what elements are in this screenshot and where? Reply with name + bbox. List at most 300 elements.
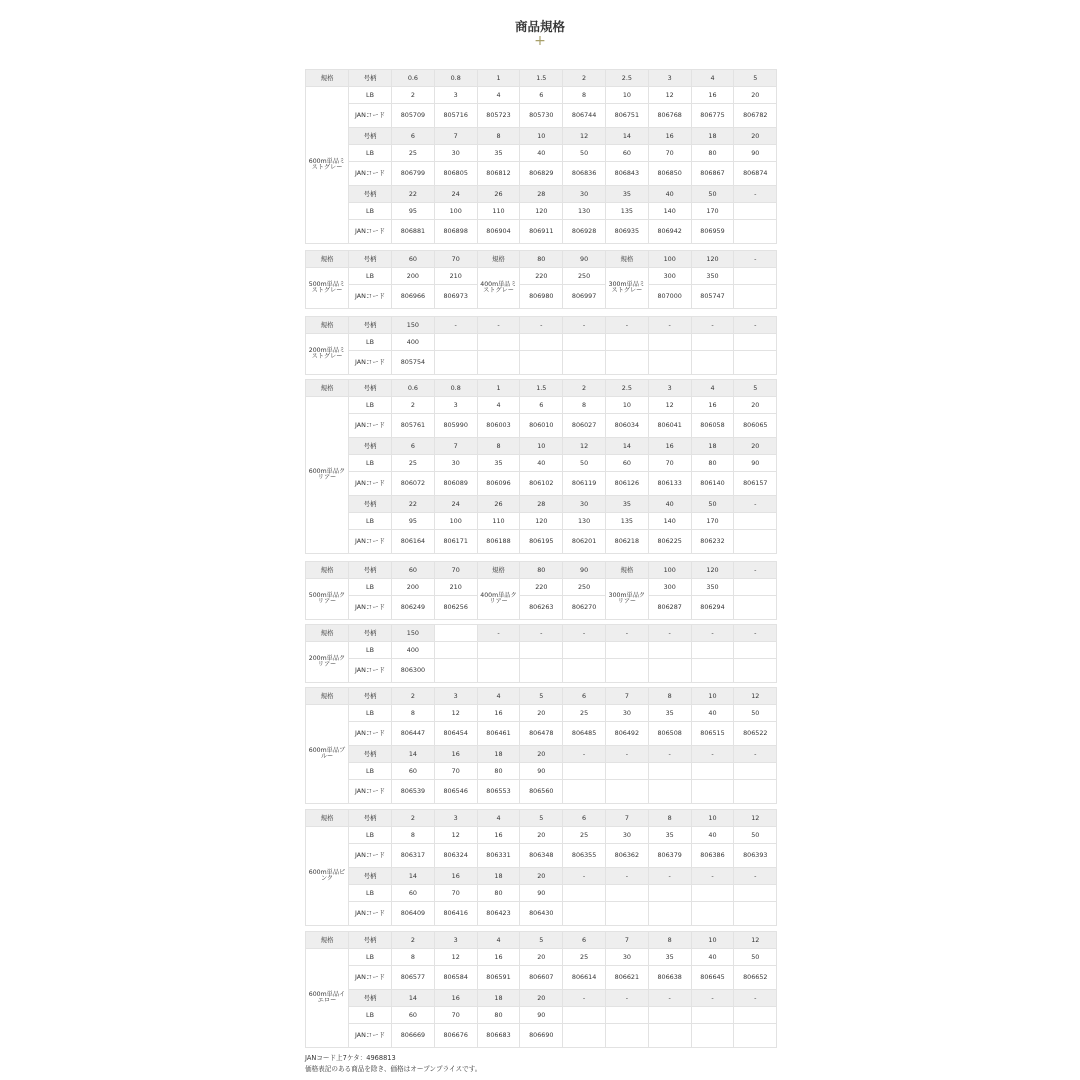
jan-cell (734, 659, 777, 683)
number-label: 号柄 (349, 70, 392, 87)
number-cell: 12 (734, 810, 777, 827)
jan-cell (605, 659, 648, 683)
lb-cell: 12 (434, 705, 477, 722)
jan-cell: 805730 (520, 104, 563, 128)
number-cell: 12 (734, 932, 777, 949)
table-row (306, 351, 777, 375)
lb-cell: 135 (605, 513, 648, 530)
number-cell: 6 (563, 688, 606, 705)
jan-cell: 806935 (605, 220, 648, 244)
lb-cell: 16 (477, 949, 520, 966)
section-label: 200m単品クリアー (306, 642, 349, 683)
table-row (306, 472, 777, 496)
jan-cell: 806645 (691, 966, 734, 990)
lb-cell (648, 642, 691, 659)
jan-cell: 806010 (520, 414, 563, 438)
lb-cell: 3 (434, 397, 477, 414)
number-label: 号柄 (349, 438, 392, 455)
lb-cell (734, 268, 777, 285)
number-cell: - (477, 625, 520, 642)
lb-cell: 25 (392, 455, 435, 472)
table-row (306, 579, 777, 596)
jan-cell: 806584 (434, 966, 477, 990)
jan-cell: 806256 (434, 596, 477, 620)
table-row (306, 642, 777, 659)
number-cell: - (605, 625, 648, 642)
number-cell: 2 (392, 688, 435, 705)
jan-cell (605, 902, 648, 926)
jan-cell (691, 659, 734, 683)
table-row (306, 513, 777, 530)
lb-cell: 8 (392, 827, 435, 844)
number-cell: - (605, 990, 648, 1007)
lb-label: LB (349, 334, 392, 351)
lb-cell: 70 (434, 885, 477, 902)
lb-cell: 8 (392, 705, 435, 722)
lb-cell: 90 (520, 885, 563, 902)
number-cell: 80 (520, 251, 563, 268)
lb-cell: 130 (563, 203, 606, 220)
number-cell: 35 (605, 496, 648, 513)
spec-label: 規格 (306, 562, 349, 579)
table-row (306, 530, 777, 554)
spec-label: 規格 (306, 932, 349, 949)
spec-label: 規格 (306, 810, 349, 827)
number-cell: 18 (477, 868, 520, 885)
number-cell: 14 (605, 128, 648, 145)
number-cell: 2.5 (605, 380, 648, 397)
lb-cell: 80 (691, 145, 734, 162)
jan-cell: 806799 (392, 162, 435, 186)
jan-cell: 806676 (434, 1024, 477, 1048)
lb-cell: 50 (734, 827, 777, 844)
number-cell: 20 (734, 438, 777, 455)
lb-cell: 20 (520, 705, 563, 722)
jan-cell (434, 351, 477, 375)
table-row (306, 705, 777, 722)
lb-cell: 220 (520, 268, 563, 285)
lb-cell: 80 (477, 1007, 520, 1024)
jan-cell: 806218 (605, 530, 648, 554)
table-row (306, 128, 777, 145)
table-row (306, 625, 777, 642)
number-cell: 18 (691, 438, 734, 455)
lb-cell: 350 (691, 268, 734, 285)
number-cell: - (734, 746, 777, 763)
jan-cell (734, 902, 777, 926)
jan-cell (691, 1024, 734, 1048)
jan-cell: 806270 (563, 596, 606, 620)
lb-label: LB (349, 268, 392, 285)
jan-cell: 806836 (563, 162, 606, 186)
number-cell: - (520, 317, 563, 334)
jan-cell: 806607 (520, 966, 563, 990)
jan-cell: 806096 (477, 472, 520, 496)
lb-cell (605, 334, 648, 351)
lb-label: LB (349, 513, 392, 530)
number-cell: 14 (392, 990, 435, 1007)
number-cell: 18 (477, 990, 520, 1007)
lb-label: LB (349, 885, 392, 902)
table-row (306, 334, 777, 351)
lb-cell: 30 (605, 705, 648, 722)
spec-table (305, 687, 777, 804)
jan-cell (605, 1024, 648, 1048)
number-label: 号柄 (349, 562, 392, 579)
table-row (306, 285, 777, 309)
jan-label: JANコード (349, 220, 392, 244)
number-cell: - (605, 746, 648, 763)
jan-cell (691, 780, 734, 804)
sub-section-label: 300m単品クリアー (605, 579, 648, 620)
lb-cell (605, 642, 648, 659)
number-label: 号柄 (349, 496, 392, 513)
lb-label: LB (349, 827, 392, 844)
page-title: 商品規格 (514, 19, 565, 34)
number-label: 号柄 (349, 688, 392, 705)
lb-cell: 16 (477, 705, 520, 722)
lb-cell: 400 (392, 642, 435, 659)
spec-table (305, 250, 777, 309)
lb-label: LB (349, 455, 392, 472)
number-cell: 7 (434, 128, 477, 145)
lb-cell: 12 (648, 397, 691, 414)
lb-cell (434, 334, 477, 351)
lb-cell (605, 1007, 648, 1024)
number-cell: 90 (563, 251, 606, 268)
jan-cell: 806874 (734, 162, 777, 186)
table-row (306, 763, 777, 780)
table-row (306, 990, 777, 1007)
number-cell: 150 (392, 317, 435, 334)
number-cell: 5 (520, 810, 563, 827)
table-row (306, 104, 777, 128)
sub-section-label: 400m単品ミストグレー (477, 268, 520, 309)
number-cell: 60 (392, 562, 435, 579)
lb-cell: 35 (477, 455, 520, 472)
sub-section-label: 400m単品クリアー (477, 579, 520, 620)
table-row (306, 87, 777, 104)
jan-label: JANコード (349, 844, 392, 868)
table-row (306, 414, 777, 438)
plus-icon[interactable]: + (534, 33, 546, 49)
sub-section-label: 300m単品ミストグレー (605, 268, 648, 309)
jan-cell: 806539 (392, 780, 435, 804)
number-cell: 2 (563, 380, 606, 397)
number-cell: 4 (691, 70, 734, 87)
lb-cell: 20 (520, 827, 563, 844)
number-label: 号柄 (349, 317, 392, 334)
jan-cell (648, 351, 691, 375)
lb-cell (691, 885, 734, 902)
number-cell: 3 (434, 810, 477, 827)
jan-cell: 806393 (734, 844, 777, 868)
jan-cell (434, 659, 477, 683)
jan-label: JANコード (349, 530, 392, 554)
lb-cell: 35 (648, 705, 691, 722)
number-cell: 0.8 (434, 380, 477, 397)
jan-cell (734, 596, 777, 620)
number-cell: 40 (648, 186, 691, 203)
number-cell: - (563, 625, 606, 642)
jan-cell (734, 285, 777, 309)
jan-cell: 806829 (520, 162, 563, 186)
jan-cell: 806560 (520, 780, 563, 804)
jan-cell: 806973 (434, 285, 477, 309)
lb-cell (605, 885, 648, 902)
number-cell: 0.6 (392, 380, 435, 397)
number-label: 号柄 (349, 990, 392, 1007)
jan-cell: 806300 (392, 659, 435, 683)
jan-cell: 806379 (648, 844, 691, 868)
number-cell: 24 (434, 186, 477, 203)
jan-cell (563, 902, 606, 926)
jan-cell: 805754 (392, 351, 435, 375)
lb-cell: 140 (648, 513, 691, 530)
lb-cell: 35 (648, 827, 691, 844)
lb-cell (734, 763, 777, 780)
section-label: 600m単品ブルー (306, 705, 349, 804)
number-cell: 100 (648, 562, 691, 579)
jan-cell (520, 351, 563, 375)
jan-cell: 806492 (605, 722, 648, 746)
jan-cell (520, 659, 563, 683)
lb-cell (648, 763, 691, 780)
jan-cell: 806003 (477, 414, 520, 438)
jan-cell: 805709 (392, 104, 435, 128)
number-cell: 24 (434, 496, 477, 513)
jan-cell: 806515 (691, 722, 734, 746)
lb-cell (734, 334, 777, 351)
lb-cell (648, 885, 691, 902)
section-label: 600m単品ミストグレー (306, 87, 349, 244)
jan-cell: 806775 (691, 104, 734, 128)
number-cell: - (691, 990, 734, 1007)
jan-cell: 806225 (648, 530, 691, 554)
spec-table (305, 931, 777, 1048)
table-row (306, 966, 777, 990)
number-cell: 70 (434, 562, 477, 579)
number-cell: - (734, 317, 777, 334)
lb-cell: 30 (605, 827, 648, 844)
lb-label: LB (349, 949, 392, 966)
number-cell: 50 (691, 496, 734, 513)
jan-label: JANコード (349, 966, 392, 990)
jan-cell (648, 780, 691, 804)
jan-cell: 806249 (392, 596, 435, 620)
jan-cell: 806669 (392, 1024, 435, 1048)
lb-cell: 90 (520, 763, 563, 780)
number-cell: - (648, 317, 691, 334)
jan-cell: 806522 (734, 722, 777, 746)
lb-cell: 3 (434, 87, 477, 104)
lb-cell: 250 (563, 268, 606, 285)
number-cell: - (734, 251, 777, 268)
section-label: 600m単品ピンク (306, 827, 349, 926)
lb-label: LB (349, 705, 392, 722)
jan-cell: 806423 (477, 902, 520, 926)
table-row (306, 562, 777, 579)
lb-cell: 140 (648, 203, 691, 220)
jan-label: JANコード (349, 104, 392, 128)
number-cell: 20 (734, 128, 777, 145)
lb-cell: 70 (434, 1007, 477, 1024)
lb-cell: 50 (563, 455, 606, 472)
jan-cell: 806591 (477, 966, 520, 990)
section-label: 500m単品クリアー (306, 579, 349, 620)
spec-label: 規格 (306, 317, 349, 334)
lb-cell: 95 (392, 203, 435, 220)
table-row (306, 145, 777, 162)
jan-cell: 806485 (563, 722, 606, 746)
jan-cell: 806577 (392, 966, 435, 990)
lb-cell: 350 (691, 579, 734, 596)
lb-cell: 40 (520, 455, 563, 472)
jan-cell (648, 659, 691, 683)
number-cell: 20 (520, 868, 563, 885)
lb-label: LB (349, 397, 392, 414)
number-cell: 120 (691, 562, 734, 579)
jan-cell: 806140 (691, 472, 734, 496)
lb-cell (605, 763, 648, 780)
lb-label: LB (349, 763, 392, 780)
table-row (306, 659, 777, 683)
lb-cell (563, 334, 606, 351)
jan-cell: 806034 (605, 414, 648, 438)
jan-cell (563, 659, 606, 683)
jan-label: JANコード (349, 722, 392, 746)
lb-cell (520, 334, 563, 351)
jan-cell (648, 1024, 691, 1048)
lb-cell: 120 (520, 203, 563, 220)
table-row (306, 932, 777, 949)
number-cell: 5 (520, 932, 563, 949)
lb-cell: 12 (648, 87, 691, 104)
spec-table (305, 379, 777, 554)
number-cell: - (563, 317, 606, 334)
table-row (306, 596, 777, 620)
lb-cell: 30 (434, 455, 477, 472)
lb-cell: 135 (605, 203, 648, 220)
table-row (306, 220, 777, 244)
lb-cell: 95 (392, 513, 435, 530)
table-row (306, 688, 777, 705)
number-cell: 150 (392, 625, 435, 642)
lb-cell: 100 (434, 513, 477, 530)
number-cell: 1.5 (520, 70, 563, 87)
jan-cell: 806744 (563, 104, 606, 128)
lb-cell (734, 203, 777, 220)
jan-cell: 806430 (520, 902, 563, 926)
table-row (306, 868, 777, 885)
jan-cell: 806805 (434, 162, 477, 186)
jan-cell: 806386 (691, 844, 734, 868)
number-label: 号柄 (349, 868, 392, 885)
number-cell: 12 (563, 128, 606, 145)
jan-cell (563, 1024, 606, 1048)
lb-cell: 25 (563, 705, 606, 722)
number-cell: 1 (477, 70, 520, 87)
lb-label: LB (349, 87, 392, 104)
number-cell: 8 (648, 688, 691, 705)
number-cell: 20 (520, 990, 563, 1007)
jan-cell: 806652 (734, 966, 777, 990)
jan-cell: 806133 (648, 472, 691, 496)
lb-cell: 210 (434, 579, 477, 596)
jan-label: JANコード (349, 780, 392, 804)
number-cell: 4 (477, 810, 520, 827)
number-cell: 10 (691, 932, 734, 949)
number-cell: 40 (648, 496, 691, 513)
spec-table (305, 624, 777, 683)
jan-cell (691, 351, 734, 375)
lb-cell: 50 (563, 145, 606, 162)
footer-price-note: 価格表記のある商品を除き、価格はオープンプライスです。 (305, 1065, 482, 1073)
jan-cell: 806409 (392, 902, 435, 926)
section-label: 200m単品ミストグレー (306, 334, 349, 375)
number-cell: 規格 (477, 562, 520, 579)
number-cell: 5 (520, 688, 563, 705)
jan-cell: 806638 (648, 966, 691, 990)
jan-cell: 806898 (434, 220, 477, 244)
jan-cell: 806508 (648, 722, 691, 746)
jan-cell: 805747 (691, 285, 734, 309)
table-row (306, 949, 777, 966)
number-cell: 14 (605, 438, 648, 455)
number-cell: 70 (434, 251, 477, 268)
jan-cell: 806751 (605, 104, 648, 128)
jan-cell: 806348 (520, 844, 563, 868)
table-row (306, 186, 777, 203)
table-row (306, 438, 777, 455)
jan-cell: 806812 (477, 162, 520, 186)
lb-cell: 60 (392, 763, 435, 780)
jan-cell (734, 1024, 777, 1048)
lb-cell: 200 (392, 579, 435, 596)
jan-cell: 805761 (392, 414, 435, 438)
number-cell: 0.6 (392, 70, 435, 87)
lb-cell: 12 (434, 827, 477, 844)
jan-cell: 806072 (392, 472, 435, 496)
number-cell: 4 (477, 688, 520, 705)
lb-cell: 6 (520, 87, 563, 104)
number-cell: - (563, 746, 606, 763)
jan-cell: 806690 (520, 1024, 563, 1048)
lb-cell: 35 (477, 145, 520, 162)
jan-cell (648, 902, 691, 926)
number-cell: 2 (392, 810, 435, 827)
number-cell: 12 (734, 688, 777, 705)
number-cell: 1.5 (520, 380, 563, 397)
lb-cell: 2 (392, 397, 435, 414)
number-cell: 10 (691, 810, 734, 827)
number-cell: 0.8 (434, 70, 477, 87)
lb-cell: 110 (477, 203, 520, 220)
lb-cell: 8 (563, 87, 606, 104)
spec-label: 規格 (306, 251, 349, 268)
jan-cell: 806287 (648, 596, 691, 620)
jan-label: JANコード (349, 285, 392, 309)
lb-cell: 110 (477, 513, 520, 530)
jan-cell (734, 351, 777, 375)
lb-cell: 50 (734, 949, 777, 966)
number-cell: 120 (691, 251, 734, 268)
number-cell: 3 (648, 380, 691, 397)
jan-cell: 806546 (434, 780, 477, 804)
jan-cell: 806041 (648, 414, 691, 438)
jan-cell: 806027 (563, 414, 606, 438)
number-cell: 22 (392, 186, 435, 203)
